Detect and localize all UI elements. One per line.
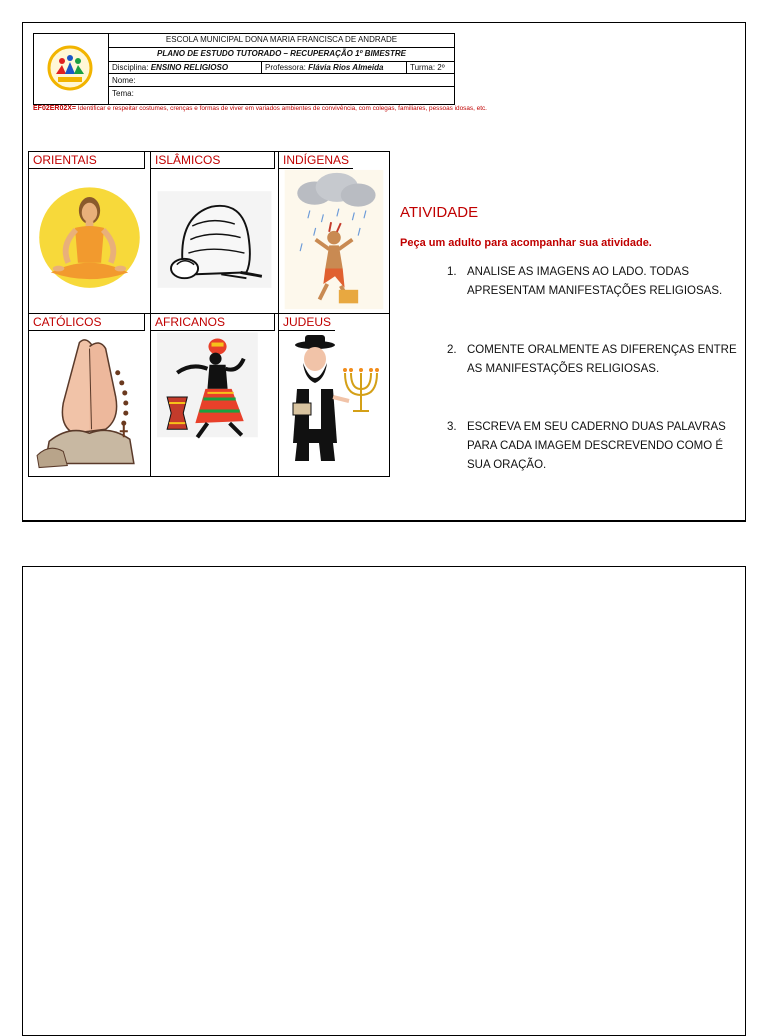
grid-label-africanos: AFRICANOS — [151, 314, 275, 331]
name-label: Nome: — [112, 76, 136, 85]
grid-cell-africanos — [151, 314, 279, 476]
meditation-figure-icon — [29, 168, 150, 313]
grid-cell-orientais — [29, 152, 151, 314]
school-name: ESCOLA MUNICIPAL DONA MARIA FRANCISCA DE ANDRADE — [165, 35, 398, 44]
step-text: ANALISE AS IMAGENS AO LADO. TODAS APRESENTAM MANIFESTAÇÕES RELIGIOSAS. — [467, 266, 723, 297]
grid-label-islamicos: ISLÂMICOS — [151, 152, 275, 169]
teacher-value: Flávia Rios Almeida — [308, 63, 384, 72]
grid-label-judeus: JUDEUS — [279, 314, 335, 331]
grid-label-indigenas: INDÍGENAS — [279, 152, 353, 169]
step-text: ESCREVA EM SEU CADERNO DUAS PALAVRAS PARA CADA IMAGEM DESCREVENDO COMO É SUA ORAÇÃO. — [467, 421, 726, 471]
class-label: Turma: — [410, 63, 436, 72]
plan-row — [109, 48, 454, 62]
activity-title: ATIVIDADE — [400, 204, 479, 221]
grid-cell-catolicos — [29, 314, 151, 476]
african-dancer-icon — [151, 330, 278, 476]
discipline-cell — [109, 62, 262, 73]
activity-step — [447, 263, 747, 301]
prostrating-figure-icon — [151, 168, 278, 313]
grid-cell-islamicos — [151, 152, 279, 314]
skill-code: EF02ER02X= — [33, 105, 76, 112]
step-number: 2. — [447, 344, 457, 356]
skill-text: Identificar e respeitar costumes, crenças e formas de viver em variados ambientes de convivência, com colegas, familiares, pessoas idosas, etc. — [76, 105, 487, 112]
skill-description — [33, 105, 733, 112]
class-value: 2º — [437, 63, 445, 72]
school-header — [33, 33, 455, 105]
praying-hands-icon — [29, 330, 150, 476]
activity-step — [447, 418, 747, 475]
plan-title: PLANO DE ESTUDO TUTORADO – RECUPERAÇÃO 1º BIMESTRE — [156, 49, 407, 58]
rabbi-menorah-icon — [279, 330, 389, 476]
theme-label: Tema: — [112, 89, 134, 98]
religions-image-grid — [28, 151, 390, 477]
discipline-label: Disciplina: — [112, 63, 149, 72]
school-logo — [34, 34, 106, 104]
worksheet-page — [22, 22, 746, 522]
step-number: 1. — [447, 266, 457, 278]
rain-dance-icon — [279, 168, 389, 313]
activity-subtitle: Peça um adulto para acompanhar sua atividade. — [400, 237, 652, 249]
grid-label-catolicos: CATÓLICOS — [29, 314, 145, 331]
step-number: 3. — [447, 421, 457, 433]
discipline-value: ENSINO RELIGIOSO — [150, 63, 229, 72]
step-text: COMENTE ORALMENTE AS DIFERENÇAS ENTRE AS MANIFESTAÇÕES RELIGIOSAS. — [467, 344, 737, 375]
blank-page — [22, 566, 746, 1036]
grid-cell-indigenas — [279, 152, 389, 314]
grid-cell-judeus — [279, 314, 389, 476]
class-cell — [407, 62, 454, 73]
school-name-row — [109, 34, 454, 48]
theme-row[interactable] — [109, 87, 454, 100]
school-logo-icon — [42, 44, 98, 94]
grid-label-orientais: ORIENTAIS — [29, 152, 145, 169]
activity-step — [447, 341, 747, 379]
teacher-label: Professora: — [265, 63, 306, 72]
teacher-cell — [262, 62, 407, 73]
name-row[interactable] — [109, 74, 454, 87]
header-table — [108, 34, 454, 104]
discipline-row — [109, 62, 454, 74]
